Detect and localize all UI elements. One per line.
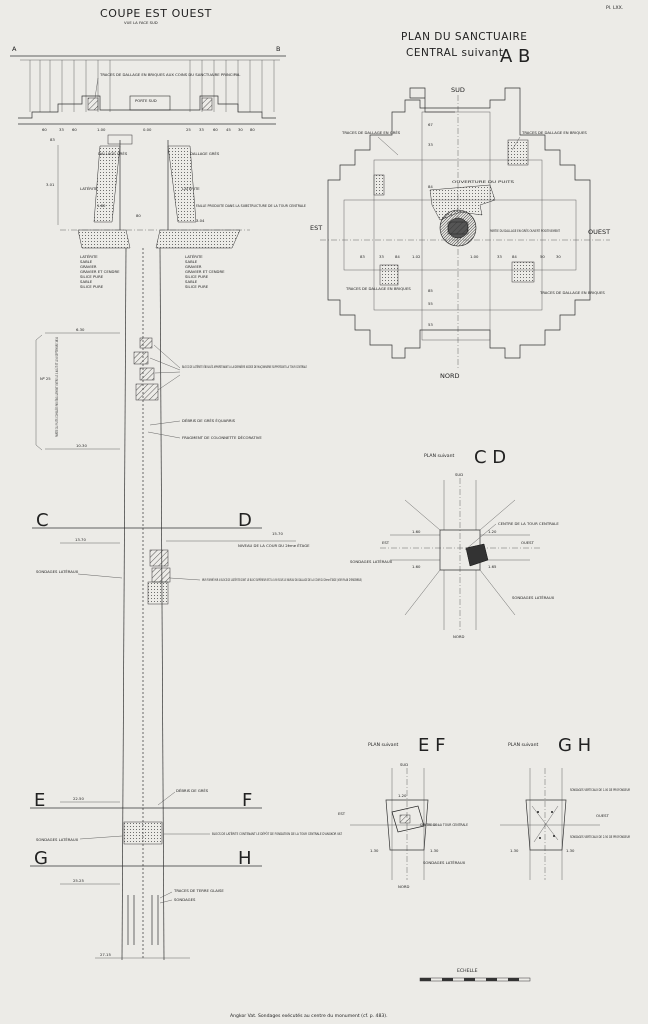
plan-ef-letters: E F (418, 735, 446, 756)
section-coupe (10, 7, 362, 960)
svg-text:60: 60 (42, 127, 47, 132)
plan-ab-traces-br: TRACES DE DALLAGE EN BRIQUES (540, 290, 605, 295)
plan-ab-traces-briques: TRACES DE DALLAGE EN BRIQUES (522, 130, 587, 135)
traces-terre: TRACES DE TERRE GLAISE (174, 888, 224, 893)
svg-text:83: 83 (360, 254, 365, 259)
svg-text:67: 67 (428, 122, 433, 127)
svg-text:33: 33 (428, 142, 433, 147)
letter-d: D (238, 510, 252, 531)
plan-ab-ouest: OUEST (588, 228, 611, 236)
level-630: 6.30 (76, 327, 85, 332)
plan-cd-centre: CENTRE DE LA TOUR CENTRALE (498, 521, 559, 526)
svg-text:GRAVIER: GRAVIER (80, 264, 97, 269)
plan-ef-sud: SUD (400, 762, 409, 767)
svg-text:1.30: 1.30 (430, 848, 439, 853)
dim-304: 3.04 (196, 218, 205, 223)
section-title: COUPE EST OUEST (100, 7, 212, 20)
plan-ab-traces-dallage: TRACES DE DALLAGE EN GRÈS (342, 130, 401, 135)
letter-e: E (34, 790, 46, 811)
svg-text:50: 50 (540, 254, 545, 259)
note-number: Nº 25 (40, 376, 51, 381)
svg-text:1.20: 1.20 (398, 793, 407, 798)
dim-80: 80 (136, 213, 141, 218)
svg-text:SILICE PURE: SILICE PURE (80, 274, 104, 279)
svg-text:GRAVIER: GRAVIER (185, 264, 202, 269)
letter-f: F (242, 790, 253, 811)
plan-gh-dims (510, 848, 575, 853)
svg-text:33: 33 (199, 127, 204, 132)
door-label: PORTE SUD (135, 98, 157, 103)
plan-ef-nord: NORD (398, 884, 410, 889)
plan-ef-est: EST (338, 811, 346, 816)
plate-number: Pl. LXX. (606, 6, 624, 11)
svg-text:LATÉRITE: LATÉRITE (185, 254, 203, 259)
plan-gh-ouest: OUEST (596, 813, 609, 818)
svg-text:1.65: 1.65 (488, 564, 497, 569)
svg-text:1.60: 1.60 (412, 529, 421, 534)
sondages-label: SONDAGES (174, 897, 196, 902)
svg-text:1.30: 1.30 (566, 848, 575, 853)
svg-text:SABLE: SABLE (185, 259, 198, 264)
plan-ab-traces-bl: TRACES DE DALLAGE EN BRIQUES (346, 286, 411, 291)
dallage-gres-right: DALLAGE GRÈS (190, 151, 220, 156)
plan-ef-centre: CENTRE DE LA TOUR CENTRALE (420, 822, 469, 827)
svg-text:GRAVIER ET CENDRE: GRAVIER ET CENDRE (185, 269, 225, 274)
plan-ab-title1: PLAN DU SANCTUAIRE (401, 31, 528, 43)
layers-right (185, 254, 225, 289)
plan-gh-letters: G H (558, 735, 592, 756)
laterite-left: LATÉRITE (80, 186, 98, 191)
bloc-note: BLOCS DE LATÉRITE CONTENANT LE DÉPÔT DE FONDATION DE LA TOUR CENTRALE D'ANGKOR VAT (212, 831, 343, 836)
svg-text:55: 55 (428, 301, 433, 306)
plan-cd-sud: SUD (455, 472, 464, 477)
svg-text:1.02: 1.02 (412, 254, 421, 259)
plan-ab-title2: CENTRAL suivant (406, 47, 504, 59)
level-1370: 13.70 (75, 537, 86, 542)
svg-text:83: 83 (50, 137, 55, 142)
svg-text:30: 30 (556, 254, 561, 259)
plan-ab-partie: PARTIE DU DALLAGE EN GRÈS OUVERT POSITIVEMENT (490, 228, 561, 233)
top-dims (42, 127, 255, 142)
plan-cd-sondages-left: SONDAGES LATÉRAUX (350, 559, 393, 564)
plan-ef (338, 735, 468, 889)
plan-ef-title: PLAN suivant (368, 743, 399, 748)
caption: Angkor Vat. Sondages exécutés au centre du monument (cf. p. 483). (230, 1014, 388, 1019)
svg-text:SILICE PURE: SILICE PURE (185, 274, 209, 279)
plan-gh-sondages-v1: SONDAGES VERTICAUX DE 1.00 DE PROFONDEUR (570, 787, 631, 792)
sondages-lateraux-2: SONDAGES LATÉRAUX (36, 837, 79, 842)
dim-301: 3.01 (46, 182, 55, 187)
niveau-cour: NIVEAU DE LA COUR DU 2ème ÉTAGE (238, 543, 310, 548)
svg-text:SILICE PURE: SILICE PURE (185, 284, 209, 289)
svg-text:25: 25 (186, 127, 191, 132)
level-2525: 25.25 (73, 878, 84, 883)
plan-cd-nord: NORD (453, 634, 465, 639)
svg-text:GRAVIER ET CENDRE: GRAVIER ET CENDRE (80, 269, 120, 274)
svg-text:60: 60 (213, 127, 218, 132)
svg-text:84: 84 (512, 254, 517, 259)
plan-ab-dims-h (360, 254, 561, 259)
faille-note: FAILLE PRODUITE DANS LA SUBSTRUCTURE DE LA TOUR CENTRALE (196, 203, 307, 208)
plan-ab-dims-v (428, 122, 433, 327)
plan-ab-letters: A B (500, 46, 531, 67)
sondages-lateraux-label: SONDAGES LATÉRAUX (36, 569, 79, 574)
svg-text:SABLE: SABLE (80, 279, 93, 284)
svg-text:SILICE PURE: SILICE PURE (80, 284, 104, 289)
level-1030: 10.30 (76, 443, 87, 448)
svg-text:1.30: 1.30 (510, 848, 519, 853)
svg-text:33: 33 (59, 127, 64, 132)
plan-gh-title: PLAN suivant (508, 743, 539, 748)
svg-text:1.20: 1.20 (488, 529, 497, 534)
svg-text:1.00: 1.00 (470, 254, 479, 259)
letter-a: A (12, 45, 17, 53)
level-1570: 15.70 (272, 531, 283, 536)
level-2715: 27.15 (100, 952, 111, 957)
section-subtitle: VUE LA FACE SUD (124, 20, 158, 25)
plan-cd-title: PLAN suivant (424, 454, 455, 459)
dallage-gres-left: DALLAGE GRÈS (98, 151, 128, 156)
svg-text:85: 85 (428, 288, 433, 293)
svg-text:0.00: 0.00 (143, 127, 152, 132)
svg-text:33: 33 (379, 254, 384, 259)
plan-gh (500, 735, 630, 880)
plan-ab-est: EST (310, 224, 323, 232)
plan-cd-ouest: OUEST (521, 540, 534, 545)
plan-cd-letters: C D (474, 447, 507, 468)
letter-b: B (276, 45, 281, 53)
plan-gh-sondages-v2: SONDAGES VERTICAUX DE 2.50 DE PROFONDEUR (570, 834, 631, 839)
plan-cd-est: EST (382, 540, 390, 545)
dim-180: 1.80 (97, 203, 106, 208)
svg-text:SABLE: SABLE (80, 259, 93, 264)
plan-ab-ouverture: OUVERTURE DU PUITS (452, 179, 515, 184)
svg-text:60: 60 (72, 127, 77, 132)
svg-text:1.30: 1.30 (370, 848, 379, 853)
plan-ef-sondages: SONDAGES LATÉRAUX (423, 860, 466, 865)
svg-text:SABLE: SABLE (185, 279, 198, 284)
svg-text:1.60: 1.60 (412, 564, 421, 569)
fragment-note: FRAGMENT DE COLONNETTE DÉCORATIVE (182, 435, 262, 440)
svg-text:LATÉRITE: LATÉRITE (80, 254, 98, 259)
plan-cd (350, 447, 559, 639)
svg-text:53: 53 (428, 322, 433, 327)
plan-cd-sondages-right: SONDAGES LATÉRAUX (512, 595, 555, 600)
laterite-right: LATÉRITE (182, 186, 200, 191)
svg-text:30: 30 (238, 127, 243, 132)
plan-ab-nord: NORD (440, 372, 460, 380)
traces-brick-note: TRACES DE DALLAGE EN BRIQUES AUX COINS DU SANCTUAIRE PRINCIPAL (100, 72, 241, 77)
svg-text:84: 84 (428, 184, 433, 189)
letter-c: C (36, 510, 49, 531)
note-vertical: PARTIE DU PUITS COMBLÉE PAR ÉBOULEMENT ENTRE LE 3 AOÛT ET LE 6 SEPTEMBRE 1934 (54, 264, 59, 437)
scale-label: ECHELLE (457, 969, 478, 974)
svg-text:45: 45 (226, 127, 231, 132)
scale-bar (420, 968, 530, 981)
mur-note: MUR FORMÉ PAR 4 BLOCS DE LATÉRITE DONT LE BLOC SUPÉRIEUR EST A 0.90 SOUS LE NIVEAU DU DALLAGE DE LA COUR DU 2ème ÉTAGE (VOIR PLAN D'ENSEMBLE) (202, 577, 363, 582)
letter-g: G (34, 848, 48, 869)
blocs-laterite-note: BLOCS DE LATÉRITE ÉBOULÉS APPARTENANT A LA DERNIÈRE ASSISE DE MAÇONNERIE SUPPORTANT LA TOUR CENTRALE (182, 364, 308, 369)
level-2250: 22.50 (73, 796, 84, 801)
debris-gres-note: DÉBRIS DE GRÈS ÉQUARRIS (182, 418, 235, 423)
plan-ab (310, 31, 610, 380)
svg-text:80: 80 (250, 127, 255, 132)
svg-text:84: 84 (395, 254, 400, 259)
plan-ab-sud: SUD (451, 86, 465, 94)
layers-left (80, 254, 120, 289)
debris-gres-2: DÉBRIS DE GRÈS (176, 788, 209, 793)
letter-h: H (238, 848, 252, 869)
svg-text:1.00: 1.00 (97, 127, 106, 132)
svg-text:33: 33 (497, 254, 502, 259)
